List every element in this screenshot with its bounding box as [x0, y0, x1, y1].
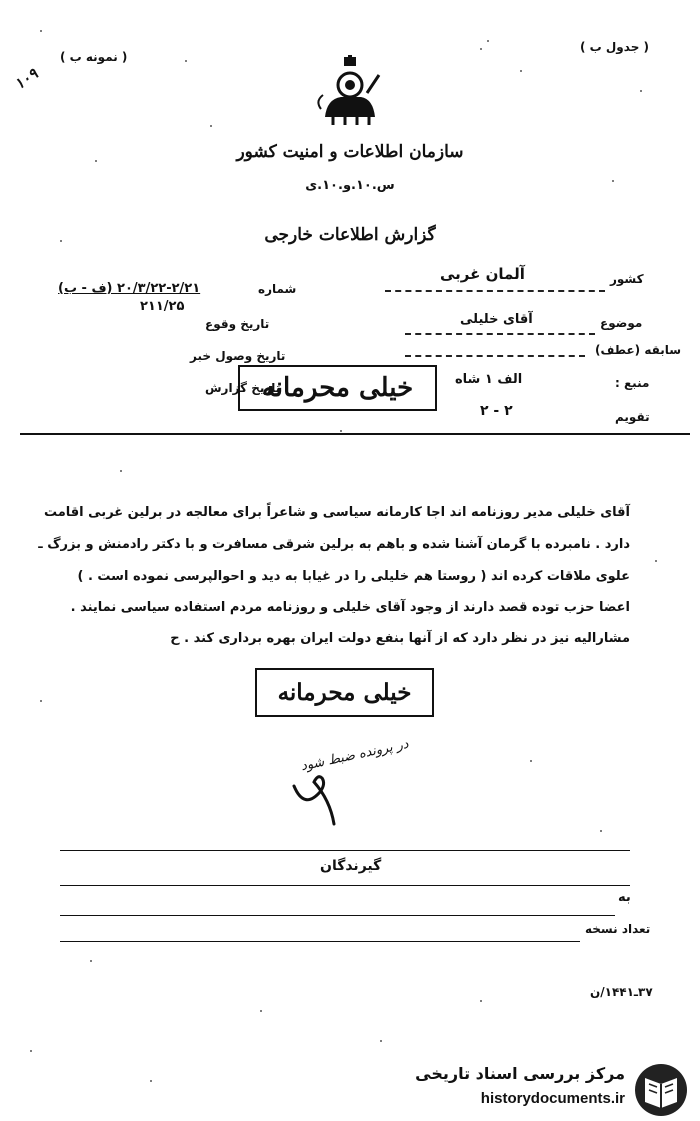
report-date-label: تاریخ گزارش [205, 381, 281, 395]
watermark-text-fa: مرکز بررسی اسناد تاریخی [415, 1064, 625, 1083]
form-code: ۳۷ـ۱۴۴۱/ن [590, 985, 653, 999]
rating-label: تقویم [615, 410, 650, 424]
rating-value: ۲ - ۲ [480, 403, 513, 419]
receipt-date-label: تاریخ وصول خبر [190, 349, 286, 363]
top-right-note: ( جدول ب ) [580, 40, 650, 54]
number-value-1: ۲۰/۳/۲۲-۲/۲۱ (ف - ب) [58, 281, 201, 296]
copies-label: تعداد نسخه [585, 922, 651, 936]
country-label: کشور [610, 272, 644, 286]
reference-label: سابقه (عطف) [595, 343, 682, 357]
number-value-2: ۲۱۱/۲۵ [140, 299, 185, 314]
signature-icon [290, 770, 350, 830]
body-line-1: آقای خلیلی مدیر روزنامه اند اجا کارمانه سیاسی و شاعراً برای معالجه در برلین غربی اقامت [43, 505, 630, 520]
handwritten-note: در پرونده ضبط شود [299, 736, 410, 775]
number-label: شماره [258, 282, 297, 296]
watermark-text-en: historydocuments.ir [480, 1090, 625, 1107]
lion-and-sun-emblem-icon [315, 55, 385, 127]
margin-number: ۱۰۹ [11, 64, 42, 94]
country-value: آلمان غربی [440, 265, 525, 283]
recipients-label: گیرندگان [320, 858, 382, 874]
body-line-2: دارد . نامبرده با گرمان آشنا شده و باهم به برلین شرقی مسافرت و با دکتر رادمنش و بزرگ ـ [38, 537, 630, 552]
subject-label: موضوع [600, 316, 643, 330]
to-label: به [618, 890, 631, 905]
book-logo-icon [633, 1062, 689, 1118]
top-left-note: ( نمونه ب ) [60, 50, 128, 64]
source-value: الف ۱ شاه [455, 372, 523, 387]
watermark [415, 1060, 695, 1120]
org-code: س.۱۰.و.۱۰.ی [305, 178, 395, 193]
occurrence-date-label: تاریخ وقوع [205, 317, 270, 331]
subject-value: آقای خلیلی [460, 312, 533, 327]
body-line-4: اعضا حزب توده قصد دارند از وجود آقای خلیلی و روزنامه مردم استفاده سیاسی نمایند . [70, 600, 630, 615]
body-line-5: مشارالیه نیز در نظر دارد که از آنها بنفع دولت ایران بهره برداری کند . ح [170, 631, 630, 646]
classification-stamp-top: خیلی محرمانه [238, 365, 437, 411]
report-title: گزارش اطلاعات خارجی [264, 225, 436, 245]
classification-stamp-bottom: خیلی محرمانه [255, 668, 434, 717]
body-line-3: علوی ملاقات کرده اند ( روستا هم خلیلی را در غیابا به دید و احوالپرسی نموده است . ) [77, 569, 630, 584]
header-divider [20, 433, 690, 435]
source-label: منبع : [615, 376, 650, 390]
org-name: سازمان اطلاعات و امنیت کشور [236, 142, 464, 162]
